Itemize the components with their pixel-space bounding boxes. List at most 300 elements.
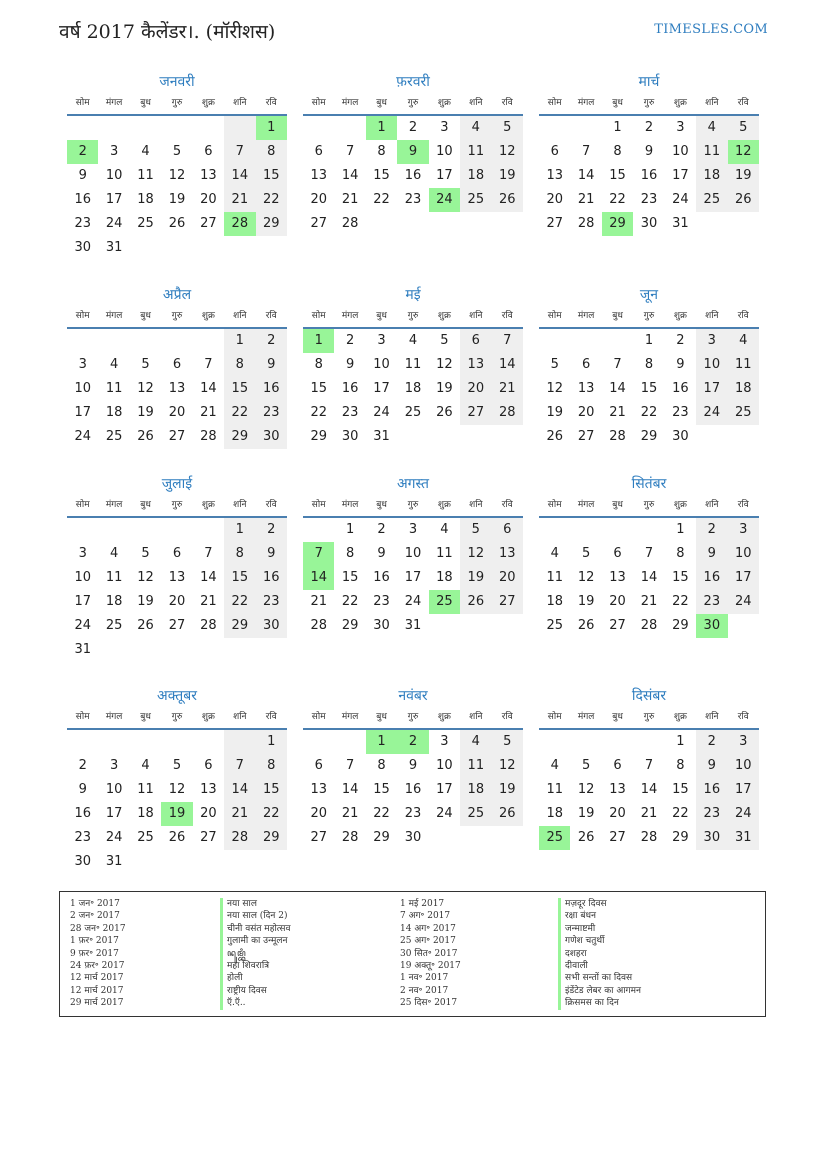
day-cell: 8 [676, 546, 685, 561]
day-cell: 27 [609, 830, 626, 845]
day-cell: 16 [74, 192, 91, 207]
empty-day-cell [161, 638, 192, 662]
day-cell: 5 [141, 546, 150, 561]
day-cell: 30 [640, 216, 658, 231]
day-cell: 19 [728, 164, 759, 188]
day-cell: 3 [728, 518, 759, 542]
weekday-header [539, 494, 759, 518]
holiday-date: 14 अग॰ 2017 [400, 923, 456, 934]
day-cell: 31 [105, 854, 123, 869]
day-cell: 25 [105, 429, 123, 444]
day-cell: 10 [74, 570, 91, 585]
holiday-day-cell: 25 [429, 590, 460, 614]
day-cell: 20 [200, 192, 217, 207]
weekday-label: गुरु [407, 311, 419, 321]
day-cell: 6 [314, 758, 323, 773]
day-cell: 11 [105, 570, 123, 585]
empty-day-cell [429, 614, 460, 638]
week-row [67, 542, 287, 566]
day-cell: 29 [672, 830, 689, 845]
empty-day-cell [193, 638, 224, 662]
day-cell: 18 [728, 377, 759, 401]
weekday-label: गुरु [171, 712, 183, 722]
day-cell: 19 [546, 405, 563, 420]
day-cell: 5 [492, 730, 523, 754]
day-cell: 8 [613, 144, 622, 159]
day-cell: 27 [460, 401, 491, 425]
weekday-label: सोम [547, 712, 562, 722]
day-cell: 3 [676, 120, 685, 135]
day-cell: 26 [168, 216, 186, 231]
day-cell: 1 [613, 120, 622, 135]
day-cell: 22 [640, 405, 658, 420]
day-cell: 20 [460, 377, 491, 401]
day-cell: 13 [310, 168, 327, 183]
day-cell: 29 [310, 429, 327, 444]
site-brand-link[interactable]: TIMESLES.COM [654, 22, 768, 37]
day-cell: 12 [436, 357, 453, 372]
day-cell: 23 [74, 830, 91, 845]
empty-day-cell [98, 638, 129, 662]
holiday-name: नया साल (दिन 2) [220, 910, 290, 922]
weekday-label: गुरु [407, 98, 419, 108]
day-cell: 15 [256, 778, 287, 802]
day-cell: 1 [345, 522, 355, 537]
empty-day-cell [130, 236, 161, 260]
day-cell: 15 [256, 164, 287, 188]
day-cell: 28 [640, 618, 658, 633]
day-cell: 9 [78, 782, 87, 797]
day-cell: 26 [492, 188, 523, 212]
weekday-label: रवि [501, 712, 513, 722]
day-cell: 21 [609, 405, 626, 420]
empty-day-cell [303, 730, 334, 754]
week-row [303, 212, 523, 236]
day-cell: 17 [105, 806, 123, 821]
week-row [539, 212, 759, 236]
day-cell: 28 [310, 618, 327, 633]
day-cell: 14 [640, 782, 658, 797]
empty-day-cell [334, 730, 365, 754]
empty-day-cell [161, 850, 192, 874]
day-cell: 25 [137, 216, 154, 231]
holiday-date: 12 मार्च 2017 [70, 985, 124, 996]
week-row [67, 116, 287, 140]
day-cell: 15 [640, 381, 658, 396]
week-row [67, 518, 287, 542]
weekday-label: बुध [140, 311, 151, 321]
weekday-label: मंगल [105, 500, 123, 510]
day-cell: 2 [696, 730, 727, 754]
holiday-day-cell: 9 [397, 140, 428, 164]
day-cell: 15 [672, 570, 689, 585]
day-cell: 28 [492, 401, 523, 425]
day-cell: 10 [696, 353, 727, 377]
day-cell: 5 [492, 116, 523, 140]
empty-day-cell [633, 518, 664, 542]
day-cell: 4 [550, 758, 559, 773]
day-cell: 24 [696, 401, 727, 425]
week-row [303, 377, 523, 401]
week-row [303, 140, 523, 164]
day-cell: 18 [105, 405, 123, 420]
day-cell: 10 [728, 754, 759, 778]
day-cell: 16 [696, 566, 727, 590]
day-cell: 6 [492, 518, 523, 542]
day-cell: 7 [581, 144, 591, 159]
day-cell: 30 [341, 429, 359, 444]
day-cell: 16 [373, 570, 390, 585]
weekday-header [539, 706, 759, 730]
day-cell: 25 [696, 188, 727, 212]
day-cell: 16 [404, 782, 422, 797]
day-cell: 15 [341, 570, 359, 585]
day-cell: 28 [341, 830, 359, 845]
weekday-label: सोम [75, 712, 90, 722]
holiday-name: चीनी वसंत महोत्सव [220, 923, 290, 935]
weekday-label: सोम [311, 712, 326, 722]
holiday-date: 2 नव॰ 2017 [400, 985, 449, 996]
day-cell: 9 [78, 168, 87, 183]
day-cell: 30 [74, 854, 91, 869]
day-cell: 20 [310, 192, 327, 207]
week-row [539, 542, 759, 566]
day-cell: 12 [577, 782, 595, 797]
week-row [67, 638, 287, 662]
holiday-name: गुलामी का उन्मूलन [220, 935, 290, 947]
day-cell: 29 [224, 425, 255, 449]
day-cell: 13 [609, 570, 626, 585]
month-12 [539, 686, 759, 850]
holiday-day-cell: 24 [429, 188, 460, 212]
holiday-date: 25 अग॰ 2017 [400, 936, 456, 947]
day-cell: 13 [168, 570, 186, 585]
weekday-header [303, 494, 523, 518]
day-cell: 1 [676, 734, 685, 749]
weekday-label: मंगल [341, 712, 359, 722]
empty-day-cell [193, 730, 224, 754]
week-row [67, 850, 287, 874]
holiday-day-cell: 2 [67, 140, 98, 164]
day-cell: 26 [728, 188, 759, 212]
empty-day-cell [570, 329, 601, 353]
day-cell: 25 [105, 618, 123, 633]
empty-day-cell [224, 236, 255, 260]
empty-day-cell [130, 730, 161, 754]
day-cell: 17 [74, 594, 91, 609]
weekday-label: बुध [376, 500, 387, 510]
day-cell: 13 [492, 542, 523, 566]
day-cell: 25 [728, 401, 759, 425]
empty-day-cell [193, 518, 224, 542]
day-cell: 5 [728, 116, 759, 140]
holiday-day-cell: 25 [539, 826, 570, 850]
day-cell: 8 [256, 754, 287, 778]
week-row [67, 212, 287, 236]
empty-day-cell [539, 730, 570, 754]
day-cell: 12 [577, 570, 595, 585]
day-cell: 23 [696, 590, 727, 614]
week-row [539, 164, 759, 188]
day-cell: 26 [577, 618, 595, 633]
week-row [539, 401, 759, 425]
day-cell: 23 [404, 192, 422, 207]
empty-day-cell [303, 518, 334, 542]
day-cell: 24 [436, 806, 453, 821]
empty-day-cell [728, 212, 759, 236]
weekday-label: सोम [311, 311, 326, 321]
day-cell: 28 [640, 830, 658, 845]
day-cell: 22 [224, 590, 255, 614]
holiday-name: मज़दूर दिवस [558, 898, 641, 910]
weekday-label: बुध [376, 712, 387, 722]
weekday-label: मंगल [577, 712, 595, 722]
weekday-label: मंगल [105, 712, 123, 722]
holiday-date: 12 मार्च 2017 [70, 973, 124, 984]
day-cell: 31 [74, 642, 91, 657]
holiday-date: 19 अक्तू॰ 2017 [400, 961, 461, 972]
day-cell: 20 [492, 566, 523, 590]
month-10 [67, 686, 287, 874]
weekday-label: बुध [376, 98, 387, 108]
day-cell: 18 [460, 164, 491, 188]
weekday-label: शुक्र [437, 712, 451, 722]
day-cell: 11 [404, 357, 422, 372]
weekday-label: गुरु [643, 500, 655, 510]
day-cell: 10 [105, 782, 123, 797]
weekday-label: रवि [265, 311, 277, 321]
weekday-label: गुरु [407, 500, 419, 510]
day-cell: 8 [314, 357, 323, 372]
day-cell: 22 [224, 401, 255, 425]
day-cell: 21 [310, 594, 327, 609]
day-cell: 10 [728, 542, 759, 566]
week-row [303, 164, 523, 188]
holiday-day-cell: 12 [728, 140, 759, 164]
day-cell: 5 [172, 758, 182, 773]
day-cell: 9 [644, 144, 654, 159]
day-cell: 31 [373, 429, 390, 444]
holiday-date: 30 सित॰ 2017 [400, 948, 458, 959]
day-cell: 17 [105, 192, 123, 207]
empty-day-cell [161, 518, 192, 542]
week-row [303, 188, 523, 212]
day-cell: 18 [436, 570, 453, 585]
day-cell: 12 [492, 754, 523, 778]
day-cell: 15 [373, 782, 390, 797]
month-name: जुलाई [161, 476, 193, 492]
weekday-label: सोम [311, 98, 326, 108]
week-row [67, 730, 287, 754]
empty-day-cell [696, 212, 727, 236]
day-cell: 20 [609, 806, 626, 821]
day-cell: 12 [137, 381, 154, 396]
weekday-label: मंगल [341, 98, 359, 108]
week-row [67, 236, 287, 260]
weekday-label: रवि [737, 712, 749, 722]
day-cell: 5 [581, 758, 591, 773]
day-cell: 21 [224, 188, 255, 212]
day-cell: 11 [137, 782, 154, 797]
weekday-label: मंगल [341, 311, 359, 321]
holiday-name: दशहरा [558, 948, 641, 960]
day-cell: 22 [373, 192, 390, 207]
week-row [303, 590, 523, 614]
holiday-name: दीवाली [558, 960, 641, 972]
day-cell: 23 [640, 192, 658, 207]
day-cell: 14 [341, 168, 359, 183]
day-cell: 4 [141, 144, 150, 159]
day-cell: 3 [440, 120, 449, 135]
day-cell: 29 [672, 618, 689, 633]
day-cell: 14 [224, 778, 255, 802]
day-cell: 3 [78, 357, 87, 372]
weekday-label: गुरु [171, 311, 183, 321]
day-cell: 23 [373, 594, 390, 609]
holiday-name: ꦤꦸꦩ꧀ꦧꦶ [220, 948, 290, 960]
empty-day-cell [429, 826, 460, 850]
day-cell: 7 [204, 546, 213, 561]
empty-day-cell [303, 116, 334, 140]
day-cell: 26 [436, 405, 453, 420]
day-cell: 19 [577, 594, 595, 609]
week-row [539, 614, 759, 638]
day-cell: 28 [224, 826, 255, 850]
day-cell: 29 [224, 614, 255, 638]
day-cell: 21 [492, 377, 523, 401]
weekday-label: शुक्र [437, 500, 451, 510]
empty-day-cell [429, 212, 460, 236]
day-cell: 3 [109, 758, 119, 773]
day-cell: 16 [640, 168, 658, 183]
day-cell: 7 [644, 758, 654, 773]
week-row [539, 802, 759, 826]
empty-day-cell [161, 730, 192, 754]
weekday-label: शुक्र [201, 311, 215, 321]
holiday-day-cell: 14 [303, 566, 334, 590]
day-cell: 11 [546, 570, 563, 585]
weekday-label: सोम [75, 98, 90, 108]
day-cell: 14 [200, 570, 217, 585]
day-cell: 11 [728, 353, 759, 377]
day-cell: 29 [256, 826, 287, 850]
holiday-day-cell: 1 [366, 116, 397, 140]
weekday-label: रवि [737, 98, 749, 108]
day-cell: 22 [672, 594, 689, 609]
day-cell: 27 [577, 429, 595, 444]
day-cell: 11 [105, 381, 123, 396]
day-cell: 17 [728, 566, 759, 590]
month-5 [303, 285, 523, 449]
day-cell: 28 [341, 216, 359, 231]
week-row [67, 802, 287, 826]
day-cell: 14 [200, 381, 217, 396]
day-cell: 21 [577, 192, 595, 207]
holiday-date: 28 जन॰ 2017 [70, 923, 126, 934]
day-cell: 11 [546, 782, 563, 797]
empty-day-cell [98, 518, 129, 542]
day-cell: 15 [224, 377, 255, 401]
week-row [539, 188, 759, 212]
holiday-name: रक्षा बंधन [558, 910, 641, 922]
day-cell: 16 [256, 377, 287, 401]
day-cell: 8 [224, 353, 255, 377]
holiday-dates-col-2 [400, 898, 461, 1010]
weekday-header [303, 305, 523, 329]
day-cell: 3 [78, 546, 87, 561]
weekday-label: गुरु [407, 712, 419, 722]
day-cell: 6 [172, 546, 182, 561]
day-cell: 20 [609, 594, 626, 609]
day-cell: 22 [341, 594, 359, 609]
day-cell: 8 [224, 542, 255, 566]
day-cell: 2 [256, 329, 287, 353]
day-cell: 4 [460, 116, 491, 140]
empty-day-cell [334, 116, 365, 140]
day-cell: 5 [550, 357, 559, 372]
week-row [67, 188, 287, 212]
day-cell: 7 [204, 357, 213, 372]
month-name: जून [639, 287, 659, 303]
day-cell: 9 [696, 542, 727, 566]
holiday-name: राष्ट्रीय दिवस [220, 985, 290, 997]
weekday-label: शुक्र [673, 98, 687, 108]
day-cell: 9 [408, 758, 418, 773]
day-cell: 23 [672, 405, 689, 420]
day-cell: 1 [224, 329, 255, 353]
day-cell: 18 [696, 164, 727, 188]
day-cell: 17 [74, 405, 91, 420]
holiday-day-cell: 28 [224, 212, 255, 236]
day-cell: 17 [728, 778, 759, 802]
empty-day-cell [193, 850, 224, 874]
week-row [539, 377, 759, 401]
weekday-label: शनि [469, 500, 483, 510]
empty-day-cell [539, 518, 570, 542]
day-cell: 5 [460, 518, 491, 542]
day-cell: 22 [672, 806, 689, 821]
day-cell: 30 [404, 830, 422, 845]
day-cell: 28 [609, 429, 626, 444]
day-cell: 19 [168, 192, 186, 207]
day-cell: 29 [256, 212, 287, 236]
day-cell: 19 [137, 594, 154, 609]
week-row [539, 590, 759, 614]
empty-day-cell [67, 329, 98, 353]
day-cell: 17 [436, 782, 453, 797]
day-cell: 22 [310, 405, 327, 420]
weekday-label: बुध [376, 311, 387, 321]
holiday-date: 24 फ़र॰ 2017 [70, 961, 125, 972]
week-row [303, 542, 523, 566]
weekday-label: मंगल [577, 311, 595, 321]
day-cell: 28 [577, 216, 595, 231]
day-cell: 23 [696, 802, 727, 826]
day-cell: 17 [696, 377, 727, 401]
day-cell: 14 [341, 782, 359, 797]
week-row [67, 754, 287, 778]
day-cell: 30 [256, 425, 287, 449]
day-cell: 27 [609, 618, 626, 633]
day-cell: 30 [74, 240, 91, 255]
week-row [67, 140, 287, 164]
week-row [303, 116, 523, 140]
day-cell: 31 [404, 618, 422, 633]
day-cell: 24 [105, 216, 123, 231]
empty-day-cell [539, 116, 570, 140]
holiday-name: गणेश चतुर्थी [558, 935, 641, 947]
month-7 [67, 474, 287, 662]
